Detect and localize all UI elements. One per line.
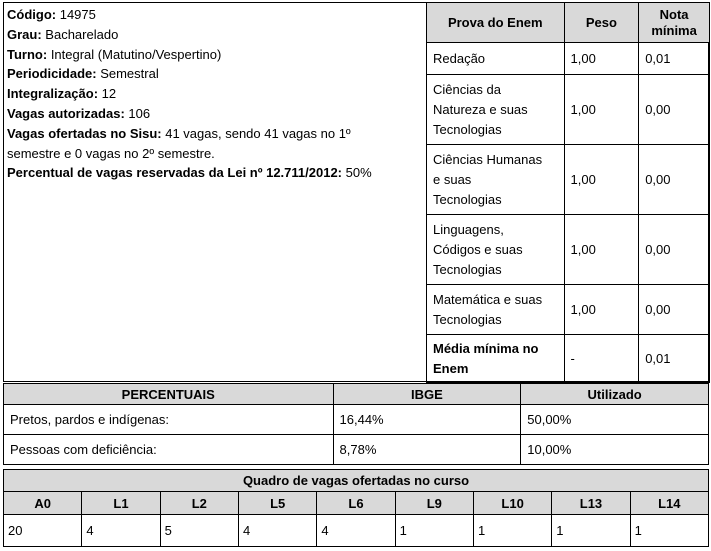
vagas-sisu-value-1: 41 vagas, sendo 41 vagas no 1º: [165, 125, 351, 141]
vagas-table: [3, 469, 709, 547]
enem-row: [427, 285, 710, 335]
integralizacao-line: [7, 84, 423, 104]
vagas-sisu-line-2: [7, 144, 423, 164]
periodicidade-value: Semestral: [100, 66, 159, 82]
enem-media-peso: -: [564, 335, 639, 383]
enem-header-row: [427, 3, 710, 43]
course-info: [4, 3, 426, 381]
percentual-line: [7, 163, 423, 183]
vagas-value-l5: 4: [238, 515, 316, 547]
enem-nota: 0,00: [639, 145, 710, 215]
periodicidade-line: [7, 64, 423, 84]
enem-prova: [427, 145, 565, 215]
enem-nota: 0,00: [639, 75, 710, 145]
vagas-section: [3, 469, 709, 547]
enem-prova-line: Redação: [433, 50, 486, 66]
enem-row: [427, 75, 710, 145]
turno-label: Turno:: [7, 46, 48, 62]
vagas-value-l9: 1: [395, 515, 473, 547]
integralizacao-value: 12: [101, 86, 117, 102]
grau-line: [7, 25, 423, 45]
enem-header-peso: Peso: [564, 3, 639, 43]
vagas-value-l1: 4: [82, 515, 160, 547]
enem-peso: 1,00: [564, 75, 639, 145]
enem-peso: 1,00: [564, 285, 639, 335]
percentuais-section: [3, 383, 709, 465]
enem-prova: [427, 285, 565, 335]
course-info-panel: [3, 2, 709, 382]
enem-row: [427, 43, 710, 75]
vagas-header-a0: A0: [4, 492, 82, 515]
percentuais-utilizado: 50,00%: [521, 405, 709, 435]
enem-prova-line: e suas: [433, 171, 472, 187]
enem-prova-line: Linguagens,: [433, 221, 504, 237]
percentuais-header-utilizado: Utilizado: [521, 384, 709, 405]
codigo-label: Código:: [7, 7, 57, 22]
vagas-header-l5: L5: [238, 492, 316, 515]
vagas-autorizadas-value: 106: [128, 105, 151, 121]
enem-media-label: [427, 335, 565, 383]
turno-line: [7, 45, 423, 65]
vagas-autorizadas-line: [7, 104, 423, 124]
enem-prova-line: Tecnologias: [433, 311, 502, 327]
vagas-value-l6: 4: [317, 515, 395, 547]
grau-label: Grau:: [7, 26, 42, 42]
vagas-title: Quadro de vagas ofertadas no curso: [4, 470, 709, 492]
percentuais-ibge: 16,44%: [333, 405, 521, 435]
enem-nota: 0,01: [639, 43, 710, 75]
vagas-header-l13: L13: [552, 492, 630, 515]
percentual-value: 50%: [345, 165, 372, 181]
percentuais-label: Pessoas com deficiência:: [4, 435, 334, 465]
percentuais-label: Pretos, pardos e indígenas:: [4, 405, 334, 435]
enem-prova-line: Tecnologias: [433, 191, 502, 207]
percentuais-row: [4, 405, 709, 435]
enem-peso: 1,00: [564, 43, 639, 75]
enem-prova: [427, 43, 565, 75]
enem-media-line: Média mínima no: [433, 340, 539, 356]
codigo-line: [7, 5, 423, 25]
vagas-autorizadas-label: Vagas autorizadas:: [7, 105, 125, 121]
enem-prova-line: Tecnologias: [433, 121, 502, 137]
vagas-sisu-line: [7, 124, 423, 144]
vagas-value-l10: 1: [473, 515, 551, 547]
enem-nota: 0,00: [639, 285, 710, 335]
vagas-header-l1: L1: [82, 492, 160, 515]
enem-header-prova: Prova do Enem: [427, 3, 565, 43]
enem-media-row: [427, 335, 710, 383]
enem-prova-line: Matemática e suas: [433, 291, 543, 307]
periodicidade-label: Periodicidade:: [7, 66, 97, 82]
percentuais-header-label: PERCENTUAIS: [4, 384, 334, 405]
vagas-value-l14: 1: [630, 515, 708, 547]
vagas-header-l9: L9: [395, 492, 473, 515]
enem-table-wrapper: [426, 2, 710, 382]
enem-prova-line: Natureza e suas: [433, 101, 528, 117]
grau-value: Bacharelado: [45, 26, 119, 42]
vagas-sisu-label: Vagas ofertadas no Sisu:: [7, 125, 162, 141]
codigo-value: 14975: [59, 7, 96, 22]
vagas-header-l10: L10: [473, 492, 551, 515]
vagas-header-l14: L14: [630, 492, 708, 515]
percentuais-ibge: 8,78%: [333, 435, 521, 465]
vagas-header-l2: L2: [160, 492, 238, 515]
enem-nota: 0,00: [639, 215, 710, 285]
percentuais-table: [3, 383, 709, 465]
percentuais-header-row: [4, 384, 709, 405]
vagas-header-l6: L6: [317, 492, 395, 515]
enem-prova-line: Ciências Humanas: [433, 151, 543, 167]
vagas-title-row: [4, 470, 709, 492]
percentual-label: Percentual de vagas reservadas da Lei nº 12.711/2012:: [7, 165, 343, 181]
vagas-value-a0: 20: [4, 515, 82, 547]
enem-header-nota: [639, 3, 710, 43]
turno-value: Integral (Matutino/Vespertino): [50, 46, 222, 62]
integralizacao-label: Integralização:: [7, 86, 99, 102]
vagas-value-l2: 5: [160, 515, 238, 547]
enem-prova-line: Tecnologias: [433, 261, 502, 277]
enem-table: [426, 2, 710, 383]
enem-media-nota: 0,01: [639, 335, 710, 383]
enem-prova-line: Ciências da: [433, 81, 501, 97]
percentuais-header-ibge: IBGE: [333, 384, 521, 405]
vagas-values-row: [4, 515, 709, 547]
enem-peso: 1,00: [564, 145, 639, 215]
vagas-value-l13: 1: [552, 515, 630, 547]
enem-row: [427, 215, 710, 285]
enem-header-nota-line-2: mínima: [651, 22, 697, 38]
percentuais-utilizado: 10,00%: [521, 435, 709, 465]
enem-row: [427, 145, 710, 215]
enem-peso: 1,00: [564, 215, 639, 285]
enem-prova: [427, 215, 565, 285]
vagas-header-row: [4, 492, 709, 515]
percentuais-row: [4, 435, 709, 465]
enem-prova: [427, 75, 565, 145]
enem-media-line: Enem: [433, 360, 469, 376]
enem-prova-line: Códigos e suas: [433, 241, 523, 257]
enem-header-nota-line-1: Nota: [659, 6, 689, 22]
vagas-sisu-value-2: semestre e 0 vagas no 2º semestre.: [7, 145, 215, 161]
